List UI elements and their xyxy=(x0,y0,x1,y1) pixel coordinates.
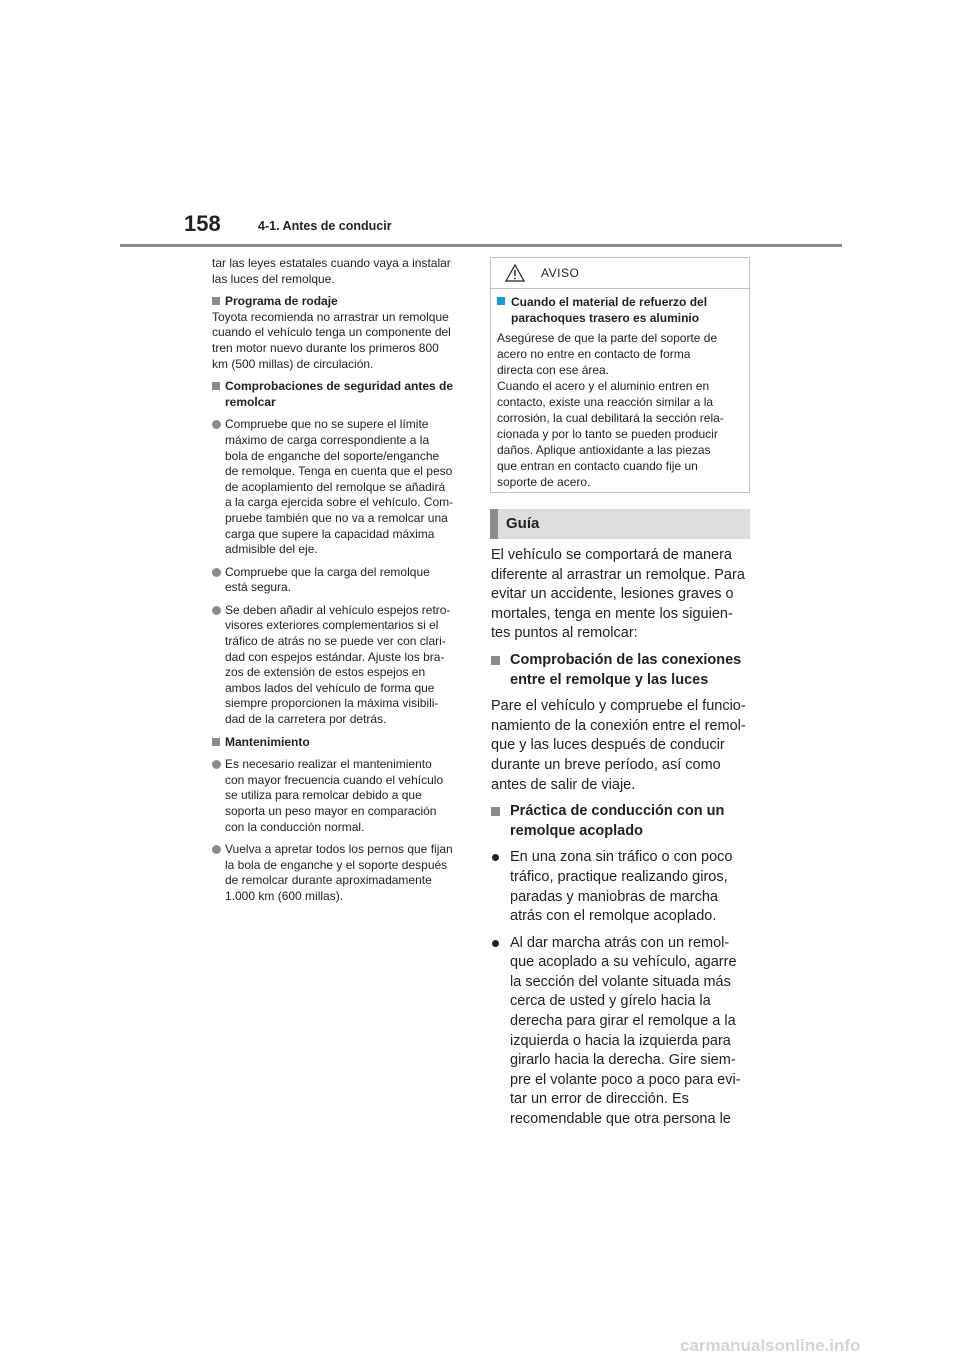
text-line: con mayor frecuencia cuando el vehículo xyxy=(225,772,444,787)
text-line: durante un breve período, así como xyxy=(491,756,721,773)
bullet-item-marcha-atras xyxy=(491,934,753,1130)
circle-bullet-icon xyxy=(212,845,221,854)
heading-text: Comprobación de las conexiones xyxy=(510,651,742,668)
text-line: paradas y maniobras de marcha xyxy=(510,888,718,905)
text-line: bola de enganche del soporte/enganche xyxy=(225,448,440,463)
circle-bullet-icon xyxy=(492,940,499,947)
text-line: cerca de usted y gírelo hacia la xyxy=(510,993,711,1010)
text-line: Pare el vehículo y compruebe el funcio- xyxy=(491,698,746,715)
text-line: cionada y por lo tanto se pueden producir xyxy=(497,427,718,441)
text-line: antes de salir de viaje. xyxy=(491,776,636,793)
heading-text: remolque acoplado xyxy=(510,822,643,839)
conexiones-paragraph xyxy=(491,697,753,795)
text-line: las luces del remolque. xyxy=(212,271,335,286)
text-line: soporta un peso mayor en comparación xyxy=(225,804,437,818)
square-bullet-icon xyxy=(212,382,220,390)
text-line: atrás con el remolque acoplado. xyxy=(510,908,717,925)
text-line: Es necesario realizar el mantenimiento xyxy=(225,757,432,772)
text-line: evitar un accidente, lesiones graves o xyxy=(491,586,734,603)
circle-bullet-icon xyxy=(212,606,221,615)
text-line: izquierda o hacia la izquierda para xyxy=(510,1032,731,1049)
guide-intro xyxy=(491,546,753,644)
page-number: 158 xyxy=(184,211,221,236)
text-line: recomendable que otra persona le xyxy=(510,1111,731,1128)
text-line: que entran en contacto cuando fije un xyxy=(497,459,698,473)
heading-text: parachoques trasero es aluminio xyxy=(511,311,700,325)
text-line: contacto, existe una reacción similar a la xyxy=(497,395,714,409)
text-line: km (500 millas) de circulación. xyxy=(212,356,374,371)
text-line: namiento de la conexión entre el remol- xyxy=(491,717,746,734)
square-bullet-icon xyxy=(497,297,505,305)
text-line: Vuelva a apretar todos los pernos que fijan xyxy=(225,842,453,857)
intro-paragraph xyxy=(212,256,468,287)
text-line: la sección del volante situada más xyxy=(510,973,731,990)
text-line: diferente al arrastrar un remolque. Para xyxy=(491,566,745,583)
text-line: mortales, tenga en mente los siguien- xyxy=(491,605,733,622)
text-line: 1.000 km (600 millas). xyxy=(225,888,344,903)
heading-text: Mantenimiento xyxy=(225,734,310,749)
heading-text: Comprobaciones de seguridad antes de xyxy=(225,379,454,394)
bullet-item-pernos xyxy=(212,842,468,904)
text-line: directa con ese área. xyxy=(497,363,610,377)
text-line: Compruebe que no se supere el límite xyxy=(225,417,429,432)
mantenimiento-heading xyxy=(212,735,468,751)
text-line: tren motor nuevo durante los primeros 800 xyxy=(212,340,439,355)
text-line: El vehículo se comportará de manera xyxy=(491,547,732,563)
text-line: tar un error de dirección. Es xyxy=(510,1091,689,1108)
conexiones-heading xyxy=(491,651,753,690)
text-line: Se deben añadir al vehículo espejos retro- xyxy=(225,602,451,617)
text-line: acero no entre en contacto de forma xyxy=(497,347,691,361)
text-line: que y las luces después de conducir xyxy=(491,737,725,754)
text-line: tes puntos al remolcar: xyxy=(491,625,638,642)
text-line: de remolque. Tenga en cuenta que el peso xyxy=(225,464,453,479)
left-column xyxy=(212,256,468,912)
text-line: corrosión, la cual debilitará la sección rela- xyxy=(497,411,724,425)
text-line: Asegúrese de que la parte del soporte de xyxy=(497,331,718,345)
guide-title: Guía xyxy=(506,515,540,532)
text-line: con la conducción normal. xyxy=(225,819,365,834)
circle-bullet-icon xyxy=(212,568,221,577)
programa-paragraph xyxy=(212,310,468,372)
text-line: de remolcar durante aproximadamente xyxy=(225,873,432,888)
square-bullet-icon xyxy=(212,738,220,746)
watermark: carmanualsonline.info xyxy=(680,1336,861,1355)
heading-text: remolcar xyxy=(225,394,276,409)
notice-heading xyxy=(497,294,741,326)
text-line: derecha para girar el remolque a la xyxy=(510,1013,736,1030)
text-line: tráfico, practique realizando giros, xyxy=(510,868,728,885)
heading-text: Programa de rodaje xyxy=(225,294,338,309)
bullet-item-espejos xyxy=(212,603,468,728)
right-column xyxy=(491,546,753,1130)
guide-accent-bar xyxy=(490,509,498,539)
text-line: se utiliza para remolcar debido a que xyxy=(225,788,422,803)
text-line: carga que supere la capacidad máxima xyxy=(225,526,435,541)
text-line: En una zona sin tráfico o con poco xyxy=(510,849,733,866)
section-title: 4-1. Antes de conducir xyxy=(258,219,392,233)
text-line: tar las leyes estatales cuando vaya a instalar xyxy=(212,256,451,270)
header-divider xyxy=(120,244,842,247)
text-line: tráfico de atrás no se puede ver con clari- xyxy=(225,634,446,649)
text-line: dad con espejos estándar. Ajuste los bra- xyxy=(225,649,445,664)
circle-bullet-icon xyxy=(212,420,221,429)
text-line: ambos lados del vehículo de forma que xyxy=(225,680,435,695)
bullet-item-practica xyxy=(491,848,753,926)
text-line: la bola de enganche y el soporte después xyxy=(225,857,448,872)
heading-text: entre el remolque y las luces xyxy=(510,671,709,688)
text-line: pre el volante poco a poco para evi- xyxy=(510,1071,741,1088)
text-line: de acoplamiento del remolque se añadirá xyxy=(225,479,446,494)
text-line: máximo de carga correspondiente a la xyxy=(225,432,430,447)
notice-header xyxy=(491,258,749,289)
text-line: Cuando el acero y el aluminio entren en xyxy=(497,379,710,393)
text-line: a la carga ejercida sobre el vehículo. Com- xyxy=(225,495,454,510)
text-line: daños. Aplique antioxidante a las piezas xyxy=(497,443,711,457)
square-bullet-icon xyxy=(491,807,500,816)
text-line: visores exteriores complementarios si el xyxy=(225,618,439,633)
notice-box xyxy=(490,257,750,493)
circle-bullet-icon xyxy=(492,854,499,861)
square-bullet-icon xyxy=(491,656,500,665)
circle-bullet-icon xyxy=(212,760,221,769)
programa-heading xyxy=(212,294,468,310)
notice-body xyxy=(491,289,749,490)
text-line: Toyota recomienda no arrastrar un remolque xyxy=(212,309,449,324)
text-line: girarlo hacia la derecha. Gire siem- xyxy=(510,1052,736,1069)
notice-title: AVISO xyxy=(541,266,580,280)
practica-heading xyxy=(491,802,753,841)
text-line: que acoplado a su vehículo, agarre xyxy=(510,954,737,971)
text-line: zos de extensión de estos espejos en xyxy=(225,665,426,680)
text-line: pruebe también que no va a remolcar una xyxy=(225,510,448,525)
text-line: Compruebe que la carga del remolque xyxy=(225,564,430,579)
bullet-item-segura xyxy=(212,565,468,596)
text-line: está segura. xyxy=(225,580,292,595)
text-line: admisible del eje. xyxy=(225,542,318,557)
square-bullet-icon xyxy=(212,297,220,305)
text-line: soporte de acero. xyxy=(497,475,591,489)
text-line: cuando el vehículo tenga un componente del xyxy=(212,325,451,340)
guide-header xyxy=(490,509,750,539)
text-line: dad de la carretera por detrás. xyxy=(225,712,387,727)
heading-text: Práctica de conducción con un xyxy=(510,803,725,820)
bullet-item-carga xyxy=(212,417,468,557)
warning-icon xyxy=(505,264,525,282)
comprobaciones-heading xyxy=(212,379,468,410)
heading-text: Cuando el material de refuerzo del xyxy=(511,295,708,309)
text-line: siempre proporcionen la máxima visibili- xyxy=(225,696,439,711)
bullet-item-mantenimiento xyxy=(212,757,468,835)
text-line: Al dar marcha atrás con un remol- xyxy=(510,934,730,951)
